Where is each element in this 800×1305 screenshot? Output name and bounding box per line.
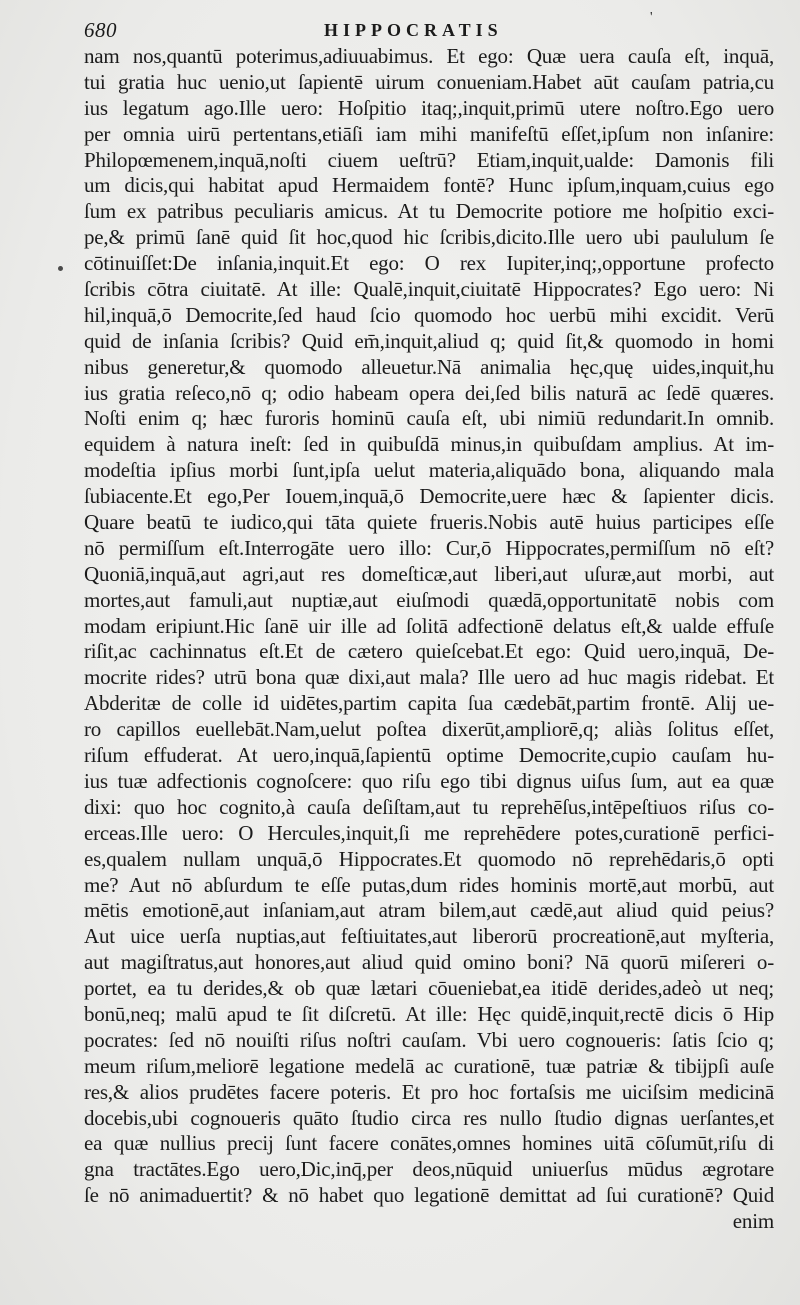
- text-line: ius legatum ago.Ille uero: Hoſpitio itaq;,inquit,primū utere noſtro.Ego uero: [84, 95, 774, 120]
- text-line: per omnia uirū pertentans,etiāſi iam mihi manifeſtū eſſet,ipſum non inſanire:: [84, 121, 774, 146]
- text-line: ſe nō animaduertit? & nō habet quo legationē demittat ad ſui curationē? Quid: [84, 1183, 774, 1208]
- page-header: [84, 10, 764, 42]
- text-line: tui gratia huc uenio,ut ſapientē uirum conueniam.Habet aūt cauſam patria,cu: [84, 69, 774, 94]
- text-line: bonū,neq; malū apud te ſit diſcretū. At ille: Hęc quidē,inquit,rectē dicis ō Hip: [84, 1001, 774, 1026]
- text-line: portet, ea tu derides,& ob quæ lætari cōueniebat,ea itidē derides,adeò ut neq;: [84, 976, 774, 1001]
- text-line: ius gratia reſeco,nō q; odio habeam opera dei,ſed bilis naturā ac ſedē quæres.: [84, 380, 774, 405]
- text-line: hil,inquā,ō Democrite,ſed haud ſcio quomodo hoc uerbū mihi excidit. Verū: [84, 302, 774, 327]
- catchword: enim: [732, 1209, 774, 1234]
- text-line: res,& alios prudētes facere poteris. Et pro hoc fortaſsis me uiciſsim medicinā: [84, 1079, 774, 1104]
- text-line: Aut uice uerſa nuptias,aut feſtiuitates,aut liberorū procreationē,aut myſteria,: [84, 924, 774, 949]
- body-text: [84, 44, 774, 1235]
- text-line: mocrite rides? utrū bona quæ dixi,aut mala? Ille uero ad huc magis ridebat. Et: [84, 665, 774, 690]
- text-line: pe,& primū ſanē quid ſit hoc,quod hic ſcribis,dicito.Ille uero ubi paululum ſe: [84, 225, 774, 250]
- text-line: modeſtia ipſius morbi ſunt,ipſa uelut materia,aliquādo bona, aliquando mala: [84, 458, 774, 483]
- text-line: ea quæ nullius precij ſunt facere conātes,omnes homines uitā cōſumūt,riſu di: [84, 1131, 774, 1156]
- text-line: ius tuæ adfectionis cognoſcere: quo riſu ego tibi dignus uiſus ſum, aut ea quæ: [84, 768, 774, 793]
- margin-dot: [58, 266, 63, 271]
- running-head: HIPPOCRATIS: [324, 20, 503, 40]
- text-line: cōtinuiſſet:De inſania,inquit.Et ego: O rex Iupiter,inq;,opportune profecto: [84, 251, 774, 276]
- text-line: mortes,aut famuli,aut nuptiæ,aut eiuſmodi quædā,opportunitatē nobis com: [84, 587, 774, 612]
- text-line: nam nos,quantū poterimus,adiuuabimus. Et ego: Quæ uera cauſa eſt, inquā,: [84, 44, 774, 68]
- text-line: Abderitæ de colle id uidētes,partim capita ſua cædebāt,partim frontē. Alij ue-: [84, 691, 774, 716]
- text-line: Philopœmenem,inquā,noſti ciuem ueſtrū? Etiam,inquit,ualde: Damonis fili: [84, 147, 774, 172]
- text-line: erceas.Ille uero: O Hercules,inquit,ſi me reprehēdere potes,curationē perfici-: [84, 820, 774, 845]
- text-line: ſubiacente.Et ego,Per Iouem,inquā,ō Democrite,uere hæc & ſapienter dicis.: [84, 484, 774, 509]
- text-line: Quare beatū te iudico,qui tāta quiete frueris.Nobis autē huius participes eſſe: [84, 510, 774, 535]
- text-line: ſcribis cōtra ciuitatē. At ille: Qualē,inquit,ciuitatē Hippocrates? Ego uero: Ni: [84, 277, 774, 302]
- text-line: ſum ex patribus peculiaris amicus. At tu Democrite potiore me hoſpitio exci-: [84, 199, 774, 224]
- text-line: aut magiſtratus,aut honores,aut aliud quid omino boni? Nā quorū miſereri o-: [84, 950, 774, 975]
- text-line: riſum effuderat. At uero,inquā,ſapientū optime Democrite,cupio cauſam hu-: [84, 743, 774, 768]
- text-line: Noſti enim q; hæc furoris hominū cauſa eſt, ubi nimiū redundarit.In omnib.: [84, 406, 774, 431]
- text-line: meum riſum,meliorē legatione medelā ac curationē, tuæ patriæ & tibijpſi auſe: [84, 1053, 774, 1078]
- text-line: gna tractātes.Ego uero,Dic,inq̄,per deos,nūquid uniuerſus mūdus ægrotare: [84, 1157, 774, 1182]
- text-line: es,qualem nullam unquā,ō Hippocrates.Et quomodo nō reprehēdaris,ō opti: [84, 846, 774, 871]
- text-line: ro capillos euellebāt.Nam,uelut poſtea dixerūt,ampliorē,q; aliàs ſolitus eſſet,: [84, 717, 774, 742]
- text-line: Quoniā,inquā,aut agri,aut res domeſticæ,aut liberi,aut uſuræ,aut morbi, aut: [84, 561, 774, 586]
- text-line: um dicis,qui habitat apud Hermaidem fontē? Hunc ipſum,inquam,cuius ego: [84, 173, 774, 198]
- text-line: equidem à natura ineſt: ſed in quibuſdā minus,in quibuſdam amplius. At im-: [84, 432, 774, 457]
- text-line: docebis,ubi cognoueris quāto ſtudio circa res nullo ſtudio dignas uerſantes,et: [84, 1105, 774, 1130]
- text-line: mētis emotionē,aut inſaniam,aut atram bilem,aut cædē,aut aliud quid peius?: [84, 898, 774, 923]
- text-line: pocrates: ſed nō nouiſti riſus noſtri cauſam. Vbi uero cognoueris: ſatis ſcio q;: [84, 1027, 774, 1052]
- text-line: me? Aut nō abſurdum te eſſe putas,dum rides hominis mortē,aut morbū, aut: [84, 872, 774, 897]
- text-line: nō permiſſum eſt.Interrogāte uero illo: Cur,ō Hippocrates,permiſſum nō eſt?: [84, 535, 774, 560]
- text-line: nibus generetur,& quomodo alleuetur.Nā animalia hęc,quę uides,inquit,hu: [84, 354, 774, 379]
- text-line: dixi: quo hoc cognito,à cauſa deſiſtam,aut tu reprehēſus,intēpeſtiuos riſus co-: [84, 794, 774, 819]
- text-line: quid de inſania ſcribis? Quid em̄,inquit,aliud q; quid ſit,& quomodo in homi: [84, 328, 774, 353]
- page-number: 680: [84, 18, 117, 42]
- printer-mark: ': [650, 10, 653, 25]
- text-line: modam eripiunt.Hic ſanē uir ille ad ſolitā adfectionē delatus eſt,& ualde effuſe: [84, 613, 774, 638]
- text-line: riſit,ac cachinnatus eſt.Et de cætero quieſcebat.Et ego: Quid uero,inquā, De-: [84, 639, 774, 664]
